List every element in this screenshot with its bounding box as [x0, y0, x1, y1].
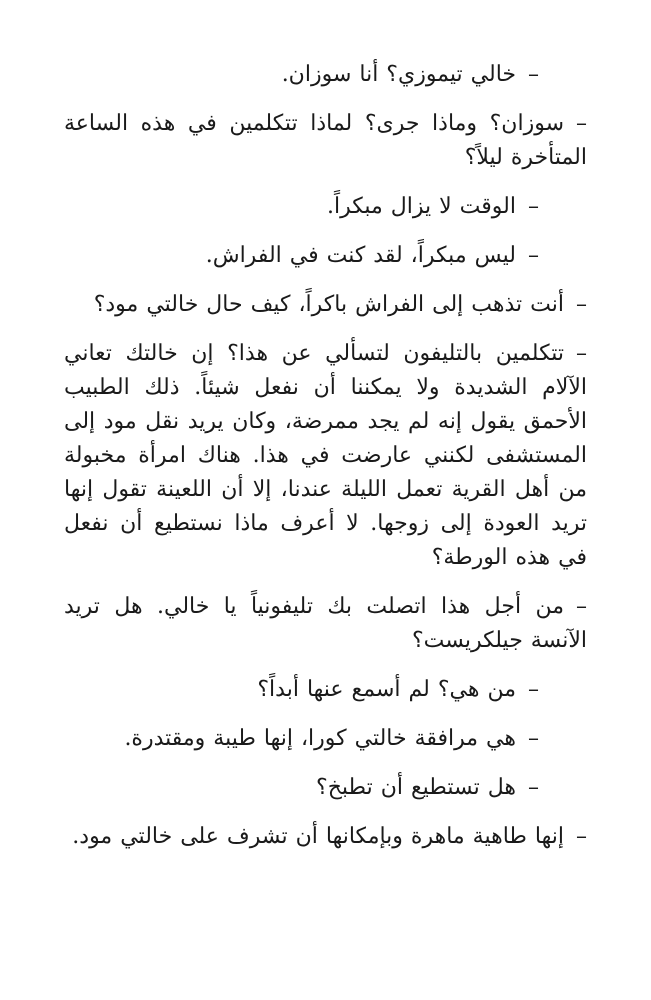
- dialogue-dash: –: [576, 341, 587, 366]
- dialogue-dash: –: [528, 677, 539, 702]
- dialogue-text: الوقت لا يزال مبكراً.: [326, 194, 516, 219]
- dialogue-text: سوزان؟ وماذا جرى؟ لماذا تتكلمين في هذه الساعة المتأخرة ليلاً؟: [64, 111, 587, 170]
- dialogue-dash: –: [576, 111, 587, 136]
- dialogue-line: [64, 673, 587, 707]
- dialogue-dash: –: [528, 243, 539, 268]
- document-page: [64, 58, 587, 869]
- dialogue-line: [64, 337, 587, 575]
- dialogue-dash: –: [528, 62, 539, 87]
- dialogue-text: هل تستطيع أن تطبخ؟: [316, 775, 516, 800]
- dialogue-line: [64, 771, 587, 805]
- dialogue-line: [64, 820, 587, 854]
- dialogue-dash: –: [576, 292, 587, 317]
- dialogue-text: إنها طاهية ماهرة وبإمكانها أن تشرف على خالتي مود.: [72, 824, 564, 849]
- dialogue-line: [64, 722, 587, 756]
- dialogue-line: [64, 190, 587, 224]
- dialogue-text: تتكلمين بالتليفون لتسألي عن هذا؟ إن خالتك تعاني الآلام الشديدة ولا يمكننا أن نفعل شيئاً. ذلك الطبيب الأحمق يقول إنه لم يجد ممرضة، وكان يريد نقل مود إلى المستشفى لكنني عارضت في هذا. هناك امرأة مخبولة من أهل القرية تعمل الليلة عندنا، إلا أن اللعينة تقول إنها تريد العودة إلى زوجها. لا أعرف ماذا نستطيع أن نفعل في هذه الورطة؟: [64, 341, 587, 570]
- dialogue-dash: –: [576, 594, 587, 619]
- dialogue-line: [64, 239, 587, 273]
- dialogue-text: من هي؟ لم أسمع عنها أبداً؟: [257, 677, 516, 702]
- dialogue-text: ليس مبكراً، لقد كنت في الفراش.: [205, 243, 516, 268]
- dialogue-text: من أجل هذا اتصلت بك تليفونياً يا خالي. هل تريد الآنسة جيلكريست؟: [64, 594, 587, 653]
- dialogue-line: [64, 107, 587, 175]
- dialogue-dash: –: [528, 194, 539, 219]
- dialogue-text: أنت تذهب إلى الفراش باكراً، كيف حال خالتي مود؟: [93, 292, 564, 317]
- dialogue-dash: –: [576, 824, 587, 849]
- dialogue-dash: –: [528, 775, 539, 800]
- dialogue-line: [64, 590, 587, 658]
- dialogue-line: [64, 58, 587, 92]
- dialogue-dash: –: [528, 726, 539, 751]
- dialogue-text: خالي تيموزي؟ أنا سوزان.: [281, 62, 516, 87]
- dialogue-line: [64, 288, 587, 322]
- dialogue-text: هي مرافقة خالتي كورا، إنها طيبة ومقتدرة.: [124, 726, 516, 751]
